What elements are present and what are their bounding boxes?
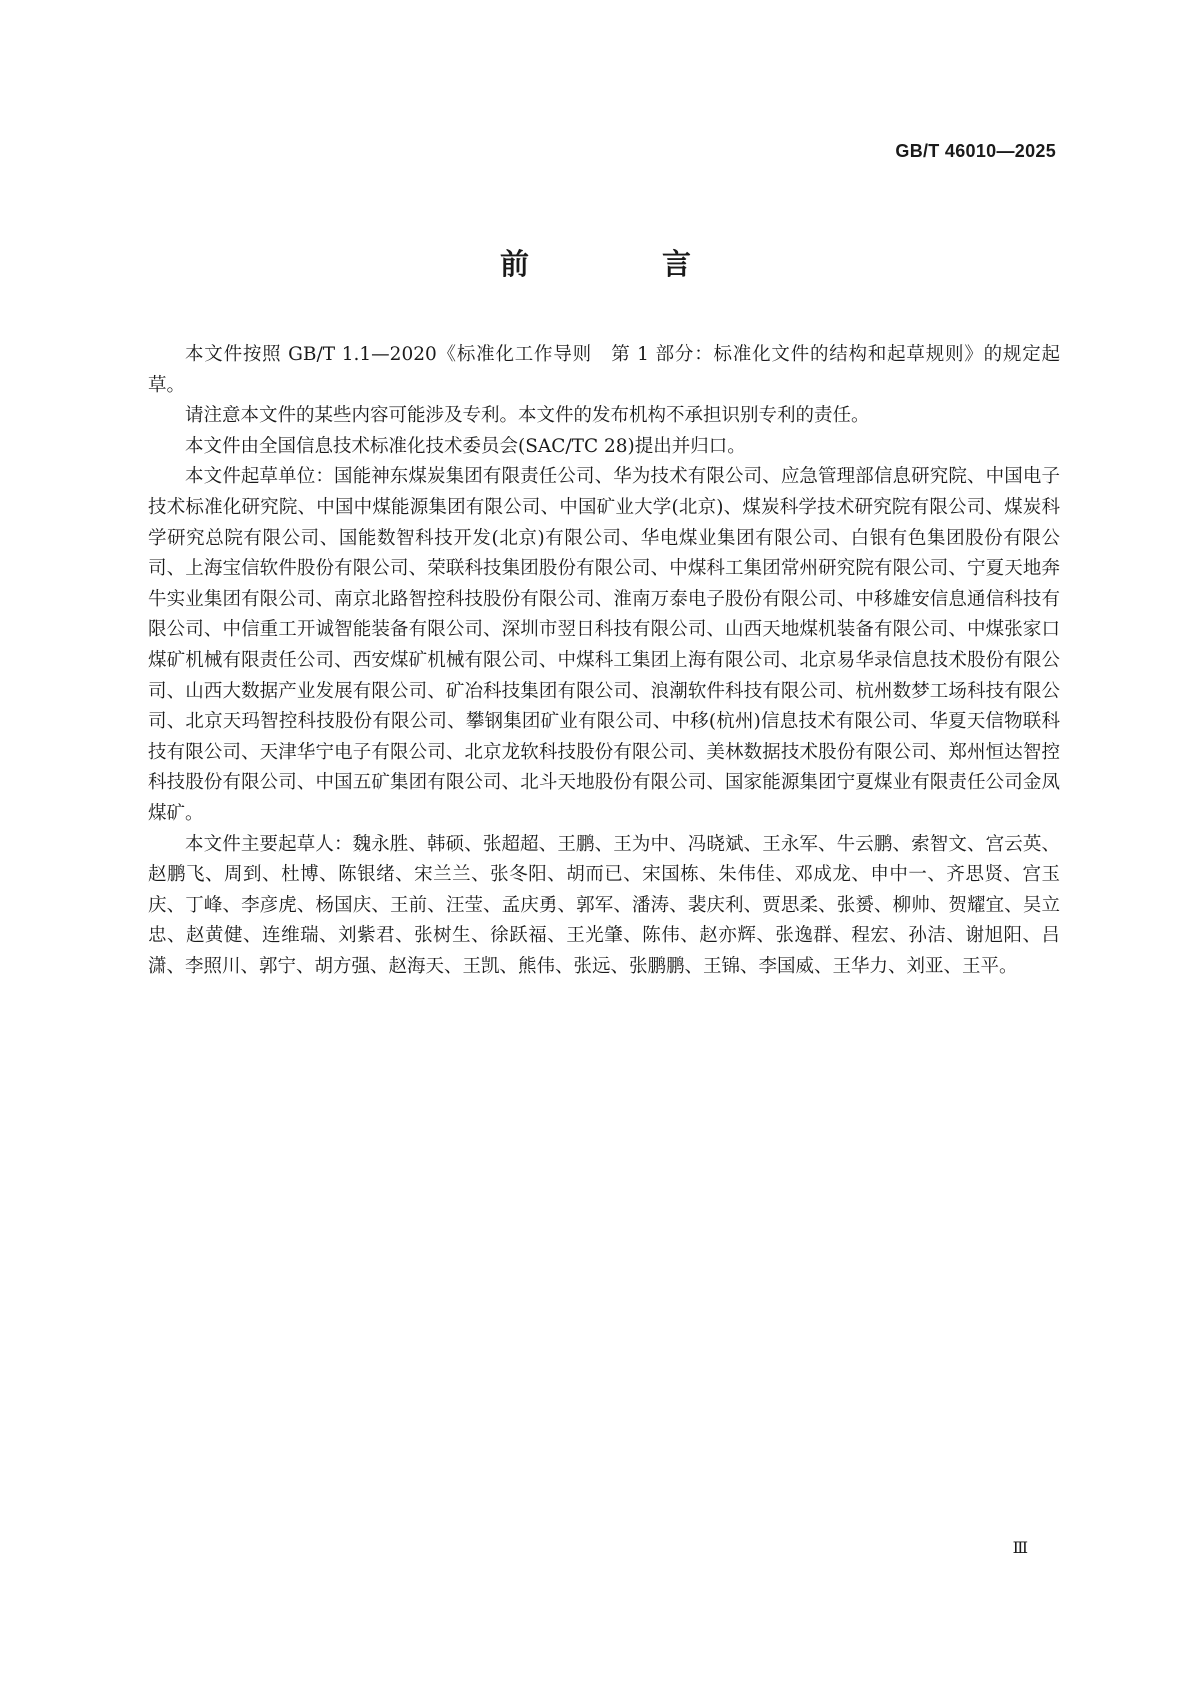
paragraph-drafting-rules: 本文件按照 GB/T 1.1—2020《标准化工作导则 第 1 部分：标准化文件的结构和起草规则》的规定起草。 — [148, 344, 1060, 396]
paragraph-patent-notice: 请注意本文件的某些内容可能涉及专利。本文件的发布机构不承担识别专利的责任。 — [185, 405, 870, 427]
standard-code: GB/T 46010—2025 — [895, 141, 1056, 161]
paragraph-proposer: 本文件由全国信息技术标准化技术委员会(SAC/TC 28)提出并归口。 — [185, 435, 746, 457]
page-title: 前 言 — [499, 247, 743, 281]
paragraph-drafters: 本文件主要起草人：魏永胜、韩硕、张超超、王鹏、王为中、冯晓斌、王永军、牛云鹏、索智文、宫云英、赵鹏飞、周到、杜博、陈银绪、宋兰兰、张冬阳、胡而已、宋国栋、朱伟佳、邓成龙、申中一、齐思贤、宫玉庆、丁峰、李彦虎、杨国庆、王前、汪莹、孟庆勇、郭军、潘涛、裴庆利、贾思柔、张赟、柳帅、贺耀宜、吴立忠、赵黄健、连维瑞、刘紫君、张树生、徐跃福、王光肇、陈伟、赵亦辉、张逸群、程宏、孙洁、谢旭阳、吕潇、李照川、郭宁、胡方强、赵海天、王凯、熊伟、张远、张鹏鹏、王锦、李国威、王华力、刘亚、王平。 — [148, 833, 1060, 977]
document-body — [148, 340, 1060, 982]
paragraph-drafting-units: 本文件起草单位：国能神东煤炭集团有限责任公司、华为技术有限公司、应急管理部信息研究院、中国电子技术标准化研究院、中国中煤能源集团有限公司、中国矿业大学(北京)、煤炭科学技术研究院有限公司、煤炭科学研究总院有限公司、国能数智科技开发(北京)有限公司、华电煤业集团有限公司、白银有色集团股份有限公司、上海宝信软件股份有限公司、荣联科技集团股份有限公司、中煤科工集团常州研究院有限公司、宁夏天地奔牛实业集团有限公司、南京北路智控科技股份有限公司、淮南万泰电子股份有限公司、中移雄安信息通信科技有限公司、中信重工开诚智能装备有限公司、深圳市翌日科技有限公司、山西天地煤机装备有限公司、中煤张家口煤矿机械有限责任公司、西安煤矿机械有限公司、中煤科工集团上海有限公司、北京易华录信息技术股份有限公司、山西大数据产业发展有限公司、矿冶科技集团有限公司、浪潮软件科技有限公司、杭州数梦工场科技有限公司、北京天玛智控科技股份有限公司、攀钢集团矿业有限公司、中移(杭州)信息技术有限公司、华夏天信物联科技有限公司、天津华宁电子有限公司、北京龙软科技股份有限公司、美林数据技术股份有限公司、郑州恒达智控科技股份有限公司、中国五矿集团有限公司、北斗天地股份有限公司、国家能源集团宁夏煤业有限责任公司金凤煤矿。 — [148, 466, 1060, 824]
page-number: Ⅲ — [1012, 1540, 1028, 1557]
